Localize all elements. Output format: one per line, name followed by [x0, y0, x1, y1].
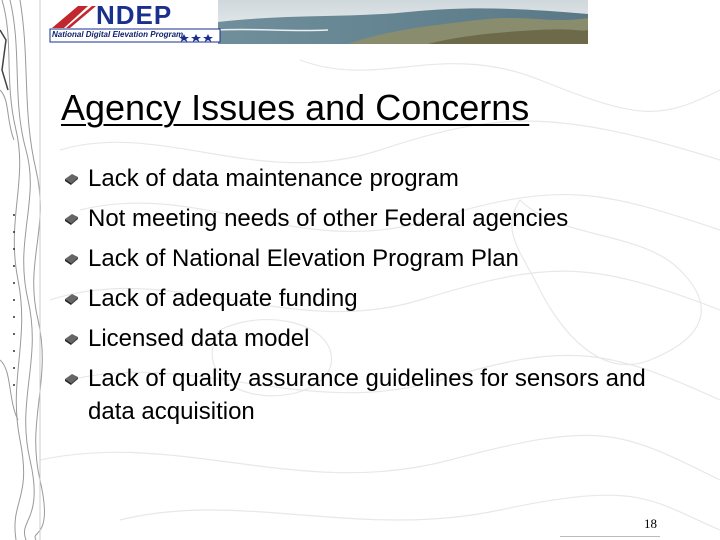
bullet-text: Not meeting needs of other Federal agencies — [88, 205, 569, 232]
logo-subtitle: National Digital Elevation Program — [52, 30, 184, 39]
bullet-item — [60, 282, 680, 315]
diamond-bullet-icon — [63, 372, 79, 386]
bullet-item — [60, 362, 680, 428]
diamond-bullet-icon — [63, 172, 79, 186]
bullet-item — [60, 242, 680, 275]
slide-title: Agency Issues and Concerns — [61, 87, 530, 128]
header-banner — [48, 0, 588, 44]
bullet-text: Lack of adequate funding — [88, 285, 358, 312]
diamond-bullet-icon — [63, 212, 79, 226]
diamond-bullet-icon — [63, 252, 79, 266]
bullet-text: Lack of data maintenance program — [88, 165, 459, 192]
bullet-item — [60, 322, 680, 355]
footer-divider — [560, 536, 660, 537]
bullet-list — [60, 162, 680, 435]
bullet-item — [60, 202, 680, 235]
bullet-text: Licensed data model — [88, 325, 310, 352]
diamond-bullet-icon — [63, 332, 79, 346]
ndep-logo-icon: NDEP — [96, 0, 173, 30]
left-topo-strip — [0, 0, 46, 540]
bullet-text: Lack of National Elevation Program Plan — [88, 245, 519, 272]
page-number: 18 — [644, 516, 657, 531]
bullet-text: Lack of quality assurance guidelines for sensors and data acquisition — [88, 365, 646, 425]
bullet-item — [60, 162, 680, 195]
diamond-bullet-icon — [63, 292, 79, 306]
